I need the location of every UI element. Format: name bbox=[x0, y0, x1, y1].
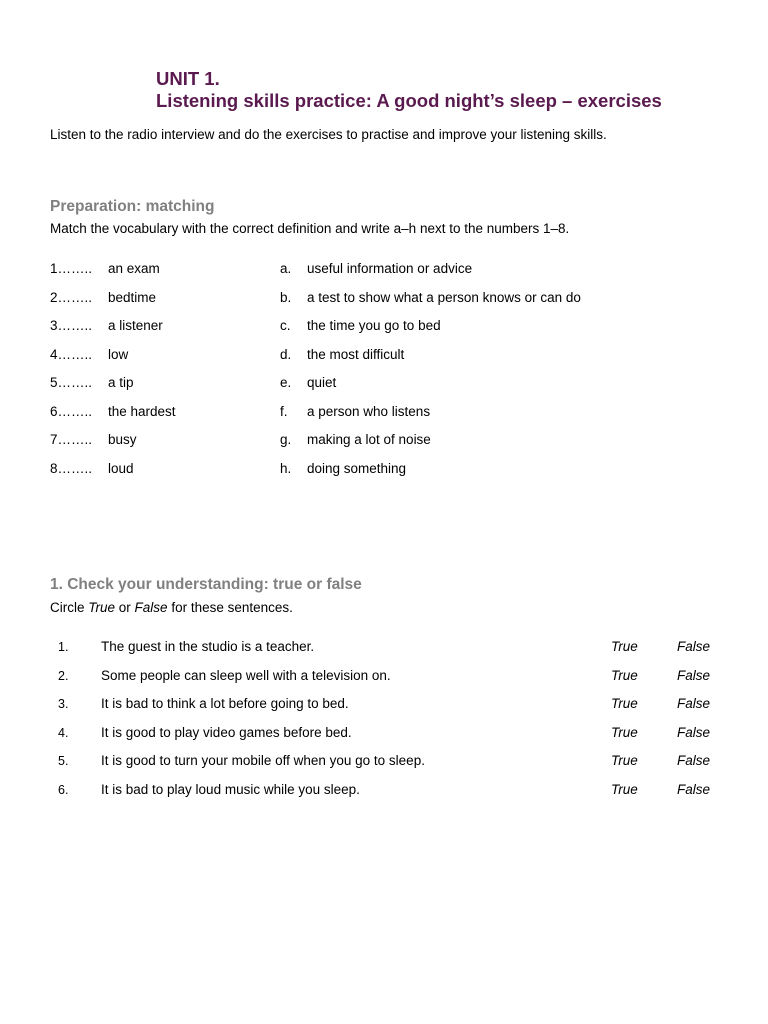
matching-word: the hardest bbox=[108, 404, 176, 419]
matching-number[interactable]: 1…….. bbox=[50, 261, 93, 276]
matching-row bbox=[0, 374, 768, 392]
matching-row bbox=[0, 346, 768, 364]
preparation-heading: Preparation: matching bbox=[50, 198, 215, 215]
matching-word: busy bbox=[108, 432, 137, 447]
matching-number[interactable]: 4…….. bbox=[50, 347, 93, 362]
matching-number[interactable]: 3…….. bbox=[50, 318, 93, 333]
definition-letter: c. bbox=[280, 318, 291, 333]
check-heading: 1. Check your understanding: true or false bbox=[50, 576, 362, 593]
true-false-item bbox=[0, 667, 768, 685]
item-number: 2. bbox=[58, 669, 69, 683]
definition-text: useful information or advice bbox=[307, 261, 473, 276]
instruction-or: or bbox=[115, 600, 135, 615]
matching-number[interactable]: 7…….. bbox=[50, 432, 93, 447]
matching-row bbox=[0, 403, 768, 421]
definition-letter: g. bbox=[280, 432, 292, 447]
true-option[interactable]: True bbox=[611, 668, 638, 683]
instruction-suffix: for these sentences. bbox=[167, 600, 293, 615]
true-option[interactable]: True bbox=[611, 639, 638, 654]
definition-text: doing something bbox=[307, 461, 407, 476]
matching-row bbox=[0, 289, 768, 307]
definition-letter: h. bbox=[280, 461, 292, 476]
true-false-item bbox=[0, 695, 768, 713]
matching-row bbox=[0, 260, 768, 278]
false-option[interactable]: False bbox=[677, 668, 711, 683]
matching-row bbox=[0, 317, 768, 335]
item-number: 1. bbox=[58, 640, 69, 654]
page-title bbox=[156, 68, 662, 112]
item-number: 6. bbox=[58, 783, 69, 797]
matching-word: bedtime bbox=[108, 290, 157, 305]
definition-letter: b. bbox=[280, 290, 292, 305]
intro-text: Listen to the radio interview and do the exercises to practise and improve your listening skills. bbox=[50, 127, 607, 142]
true-option[interactable]: True bbox=[611, 725, 638, 740]
false-option[interactable]: False bbox=[677, 725, 711, 740]
true-false-item bbox=[0, 638, 768, 656]
matching-word: a tip bbox=[108, 375, 134, 390]
item-statement: It is good to turn your mobile off when you go to sleep. bbox=[101, 753, 425, 768]
item-number: 4. bbox=[58, 726, 69, 740]
item-statement: The guest in the studio is a teacher. bbox=[101, 639, 315, 654]
definition-text: the most difficult bbox=[307, 347, 405, 362]
true-option[interactable]: True bbox=[611, 696, 638, 711]
item-statement: Some people can sleep well with a television on. bbox=[101, 668, 391, 683]
true-false-item bbox=[0, 781, 768, 799]
definition-text: a person who listens bbox=[307, 404, 431, 419]
definition-letter: f. bbox=[280, 404, 288, 419]
definition-text: quiet bbox=[307, 375, 337, 390]
matching-word: an exam bbox=[108, 261, 160, 276]
item-statement: It is bad to play loud music while you sleep. bbox=[101, 782, 360, 797]
definition-text: making a lot of noise bbox=[307, 432, 431, 447]
unit-label: UNIT 1. bbox=[156, 68, 220, 89]
true-false-item bbox=[0, 752, 768, 770]
instruction-true: True bbox=[88, 600, 116, 615]
definition-letter: e. bbox=[280, 375, 292, 390]
instruction-false: False bbox=[134, 600, 168, 615]
instruction-prefix: Circle bbox=[50, 600, 89, 615]
definition-text: a test to show what a person knows or can do bbox=[307, 290, 581, 305]
true-option[interactable]: True bbox=[611, 782, 638, 797]
false-option[interactable]: False bbox=[677, 753, 711, 768]
matching-row bbox=[0, 431, 768, 449]
exercise-title: Listening skills practice: A good night’s sleep – exercises bbox=[156, 90, 662, 111]
false-option[interactable]: False bbox=[677, 639, 711, 654]
matching-word: loud bbox=[108, 461, 134, 476]
false-option[interactable]: False bbox=[677, 696, 711, 711]
matching-word: low bbox=[108, 347, 129, 362]
true-false-item bbox=[0, 724, 768, 742]
item-statement: It is bad to think a lot before going to bed. bbox=[101, 696, 349, 711]
true-option[interactable]: True bbox=[611, 753, 638, 768]
matching-number[interactable]: 8…….. bbox=[50, 461, 93, 476]
item-statement: It is good to play video games before bed. bbox=[101, 725, 352, 740]
definition-text: the time you go to bed bbox=[307, 318, 441, 333]
matching-word: a listener bbox=[108, 318, 163, 333]
false-option[interactable]: False bbox=[677, 782, 711, 797]
matching-number[interactable]: 5…….. bbox=[50, 375, 93, 390]
matching-number[interactable]: 6…….. bbox=[50, 404, 93, 419]
item-number: 5. bbox=[58, 754, 69, 768]
check-instruction bbox=[50, 600, 293, 616]
preparation-instruction: Match the vocabulary with the correct definition and write a–h next to the numbers 1–8. bbox=[50, 221, 570, 236]
matching-number[interactable]: 2…….. bbox=[50, 290, 93, 305]
item-number: 3. bbox=[58, 697, 69, 711]
definition-letter: d. bbox=[280, 347, 292, 362]
matching-row bbox=[0, 460, 768, 478]
definition-letter: a. bbox=[280, 261, 292, 276]
